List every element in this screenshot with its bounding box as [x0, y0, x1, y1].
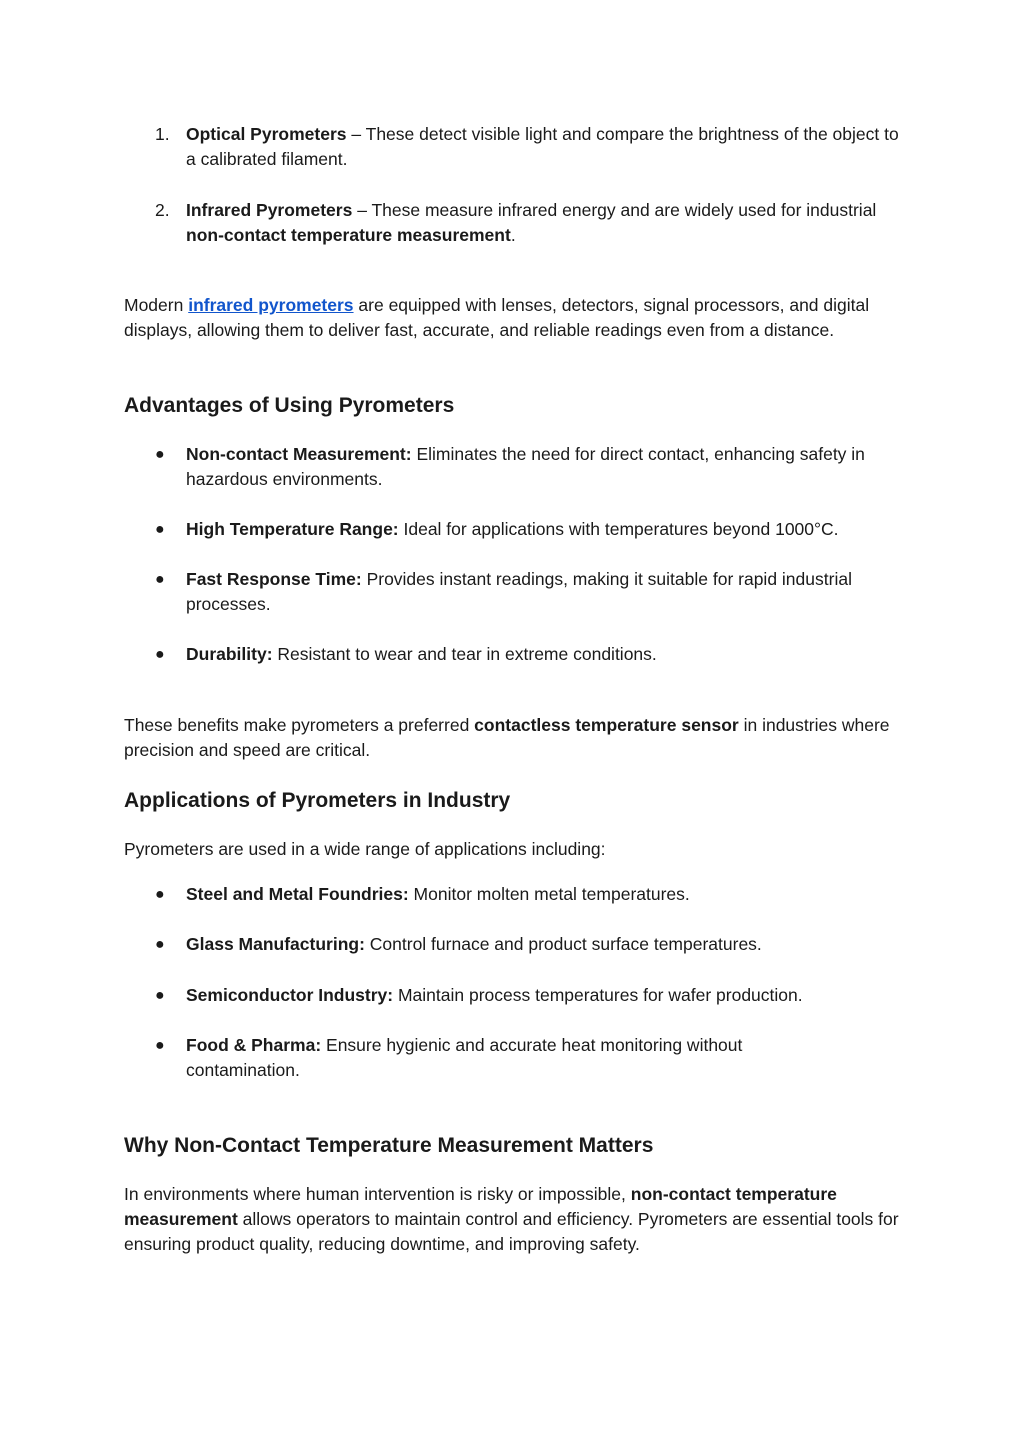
item-text: Monitor molten metal temperatures. [408, 884, 690, 904]
benefits-paragraph [124, 713, 904, 763]
infrared-pyrometers-link[interactable]: infrared pyrometers [188, 295, 354, 315]
item-text: Ensure hygienic and accurate heat monitoring without contamination. [186, 1035, 743, 1080]
bullet-icon: ● [155, 446, 165, 463]
application-item [186, 1033, 826, 1083]
item-term: Food & Pharma: [186, 1035, 322, 1055]
item-term: Non-contact Measurement: [186, 444, 412, 464]
item-term: Fast Response Time: [186, 569, 362, 589]
para-text: These benefits make pyrometers a preferred [124, 715, 475, 735]
para-text: In environments where human intervention is risky or impossible, [124, 1184, 631, 1204]
para-text: are equipped with lenses, detectors, signal processors, and digital displays, allowing them to deliver fast, accurate, and reliable readings even from a distance. [124, 295, 870, 340]
advantage-item [186, 442, 906, 492]
list-item-infrared [186, 198, 906, 248]
para-text: allows operators to maintain control and efficiency. Pyrometers are essential tools for ensuring product quality, reducing downtime, and improving safety. [124, 1209, 899, 1254]
advantage-item [186, 517, 906, 542]
bullet-icon: ● [155, 521, 165, 538]
item-text: Eliminates the need for direct contact, enhancing safety in hazardous environments. [186, 444, 865, 489]
list-number: 2. [155, 200, 170, 220]
item-term: Durability: [186, 644, 273, 664]
para-bold: non-contact temperature measurement [124, 1184, 837, 1229]
bullet-icon: ● [155, 1037, 165, 1054]
item-term: Optical Pyrometers [186, 124, 347, 144]
list-number: 1. [155, 124, 170, 144]
application-item [186, 983, 906, 1008]
bullet-icon: ● [155, 886, 165, 903]
para-text: Modern [124, 295, 189, 315]
applications-intro: Pyrometers are used in a wide range of applications including: [124, 839, 606, 859]
why-paragraph [124, 1182, 904, 1257]
item-text: Provides instant readings, making it suitable for rapid industrial processes. [186, 569, 852, 614]
advantage-item [186, 642, 906, 667]
item-term: Glass Manufacturing: [186, 934, 365, 954]
application-item [186, 932, 906, 957]
advantage-item [186, 567, 906, 617]
item-text: Control furnace and product surface temperatures. [364, 934, 762, 954]
item-text: Ideal for applications with temperatures beyond 1000°C. [398, 519, 839, 539]
applications-heading: Applications of Pyrometers in Industry [124, 789, 511, 812]
item-bold: non-contact temperature measurement [186, 225, 511, 245]
item-term: Semiconductor Industry: [186, 985, 394, 1005]
advantages-heading: Advantages of Using Pyrometers [124, 394, 455, 417]
bullet-icon: ● [155, 987, 165, 1004]
para-bold: contactless temperature sensor [474, 715, 739, 735]
item-term: Infrared Pyrometers [186, 200, 353, 220]
item-term: High Temperature Range: [186, 519, 399, 539]
para-text: in industries where precision and speed are critical. [124, 715, 890, 760]
item-text: – These measure infrared energy and are widely used for industrial [352, 200, 877, 220]
item-term: Steel and Metal Foundries: [186, 884, 409, 904]
modern-paragraph [124, 293, 904, 343]
item-text: – These detect visible light and compare the brightness of the object to a calibrated filament. [186, 124, 899, 169]
list-item-optical [186, 122, 906, 172]
application-item [186, 882, 906, 907]
bullet-icon: ● [155, 936, 165, 953]
why-heading: Why Non-Contact Temperature Measurement Matters [124, 1134, 654, 1157]
item-text: Maintain process temperatures for wafer production. [393, 985, 803, 1005]
item-text: Resistant to wear and tear in extreme conditions. [272, 644, 657, 664]
item-text-end: . [510, 225, 516, 245]
bullet-icon: ● [155, 646, 165, 663]
bullet-icon: ● [155, 571, 165, 588]
